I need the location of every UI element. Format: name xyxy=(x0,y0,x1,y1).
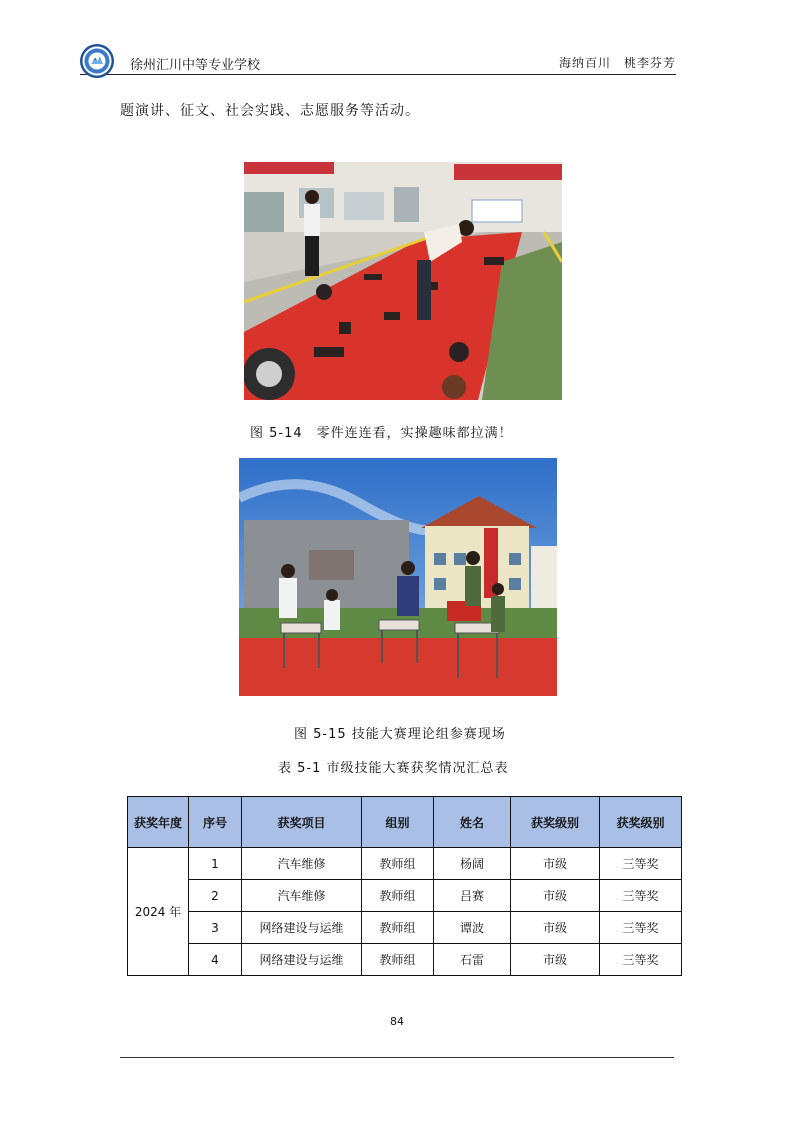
cell-award: 三等奖 xyxy=(600,912,682,944)
cell-project: 网络建设与运维 xyxy=(242,912,362,944)
header-name: 姓名 xyxy=(434,797,511,848)
school-motto: 海纳百川 桃李芬芳 xyxy=(558,56,676,70)
table-row xyxy=(128,880,682,912)
table-title: 表 5-1 市级技能大赛获奖情况汇总表 xyxy=(278,761,509,776)
header-group: 组别 xyxy=(362,797,434,848)
cell-project: 汽车维修 xyxy=(242,848,362,880)
header-project: 获奖项目 xyxy=(242,797,362,848)
school-logo-icon xyxy=(80,44,114,78)
cell-number: 4 xyxy=(189,944,242,976)
cell-name: 吕赛 xyxy=(434,880,511,912)
page-number: 84 xyxy=(390,1015,404,1028)
cell-name: 石雷 xyxy=(434,944,511,976)
table-row xyxy=(128,848,682,880)
table-header-row xyxy=(128,797,682,848)
cell-group: 教师组 xyxy=(362,912,434,944)
cell-level: 市级 xyxy=(511,944,600,976)
figure-caption-5-14: 图 5-14 零件连连看，实操趣味都拉满！ xyxy=(250,426,513,441)
header-year: 获奖年度 xyxy=(128,797,189,848)
cell-number: 3 xyxy=(189,912,242,944)
cell-number: 2 xyxy=(189,880,242,912)
body-text: 题演讲、征文、社会实践、志愿服务等活动。 xyxy=(120,103,420,119)
cell-award: 三等奖 xyxy=(600,848,682,880)
header-number: 序号 xyxy=(189,797,242,848)
year-cell: 2024 年 xyxy=(128,848,189,976)
cell-number: 1 xyxy=(189,848,242,880)
figure-caption-5-15: 图 5-15 技能大赛理论组参赛现场 xyxy=(294,727,506,742)
school-name: 徐州汇川中等专业学校 xyxy=(130,58,261,73)
table-row xyxy=(128,912,682,944)
cell-group: 教师组 xyxy=(362,848,434,880)
cell-level: 市级 xyxy=(511,880,600,912)
cell-project: 网络建设与运维 xyxy=(242,944,362,976)
table-row xyxy=(128,944,682,976)
page-header xyxy=(80,44,676,75)
cell-award: 三等奖 xyxy=(600,944,682,976)
cell-level: 市级 xyxy=(511,912,600,944)
header-level: 获奖级别 xyxy=(511,797,600,848)
cell-level: 市级 xyxy=(511,848,600,880)
photo-parts-matching xyxy=(244,162,562,400)
competition-illustration xyxy=(239,458,557,696)
cell-award: 三等奖 xyxy=(600,880,682,912)
workshop-illustration xyxy=(244,162,562,400)
cell-group: 教师组 xyxy=(362,944,434,976)
cell-group: 教师组 xyxy=(362,880,434,912)
header-award: 获奖级别 xyxy=(600,797,682,848)
cell-name: 杨阔 xyxy=(434,848,511,880)
photo-skills-competition xyxy=(239,458,557,696)
footer-divider xyxy=(120,1057,674,1058)
cell-project: 汽车维修 xyxy=(242,880,362,912)
awards-table xyxy=(127,796,682,976)
cell-name: 谭波 xyxy=(434,912,511,944)
